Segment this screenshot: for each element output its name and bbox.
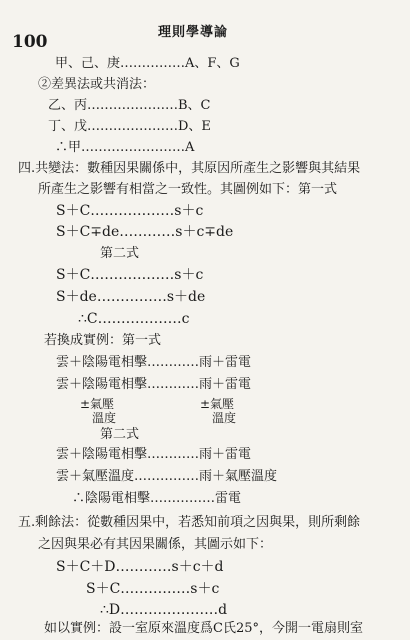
formula-line-4: S＋de……………s＋de — [56, 289, 206, 305]
example-line-3: 雲＋陰陽電相擊…………雨＋雷電 — [56, 447, 252, 462]
text-line-5: ∴甲……………………A — [55, 140, 195, 155]
example-line-5: ∴陰陽電相擊……………雷電 — [72, 491, 242, 506]
text-line-2: ②差異法或共消法： — [38, 77, 156, 92]
text-line-3: 乙、丙…………………B、C — [48, 98, 211, 113]
running-head: 理則學導論 — [158, 25, 229, 40]
example-temperature-left: 溫度 — [92, 411, 117, 425]
text-line-1: 甲、己、庚……………A、F、G — [55, 56, 240, 71]
page-number: 100 — [12, 32, 48, 52]
formula-line-3: S＋C………………s＋c — [56, 267, 204, 283]
text-line-10: 之因與果必有其因果關係，其圖示如下： — [38, 537, 273, 552]
text-line-7: 所產生之影響有相當之一致性。其圖例如下：第一式 — [38, 182, 338, 197]
formula-line-5: ∴C………………c — [78, 311, 190, 327]
subheading-second-form-2: 第二式 — [100, 427, 140, 442]
formula-line-7: S＋C……………s＋c — [86, 581, 220, 597]
example-temperature-right: 溫度 — [212, 411, 237, 425]
example-line-1: 雲＋陰陽電相擊…………雨＋雷電 — [56, 355, 252, 370]
text-line-8: 若換成實例：第一式 — [44, 333, 162, 348]
example-pressure-left: ±氣壓 — [80, 397, 115, 411]
text-line-9: 五.剩餘法：從數種因果中，若悉知前項之因與果，則所剩餘 — [18, 515, 361, 530]
text-line-4: 丁、戊…………………D、E — [48, 119, 211, 134]
formula-line-1: S＋C………………s＋c — [56, 203, 204, 219]
example-line-4: 雲＋氣壓溫度……………雨＋氣壓溫度 — [56, 469, 278, 484]
example-pressure-right: ±氣壓 — [200, 397, 235, 411]
formula-line-8: ∴D…………………d — [100, 602, 228, 618]
formula-line-6: S＋C＋D…………s＋c＋d — [56, 559, 224, 575]
example-line-2: 雲＋陰陽電相擊…………雨＋雷電 — [56, 377, 252, 392]
text-line-6: 四.共變法：數種因果關係中，其原因所產生之影響與其結果 — [18, 161, 361, 176]
text-line-11: 如以實例：設一室原來溫度爲C氏25°，今開一電扇則室 — [44, 621, 363, 636]
subheading-second-form-1: 第二式 — [100, 246, 140, 261]
formula-line-2: S＋C∓de…………s＋c∓de — [56, 224, 234, 240]
